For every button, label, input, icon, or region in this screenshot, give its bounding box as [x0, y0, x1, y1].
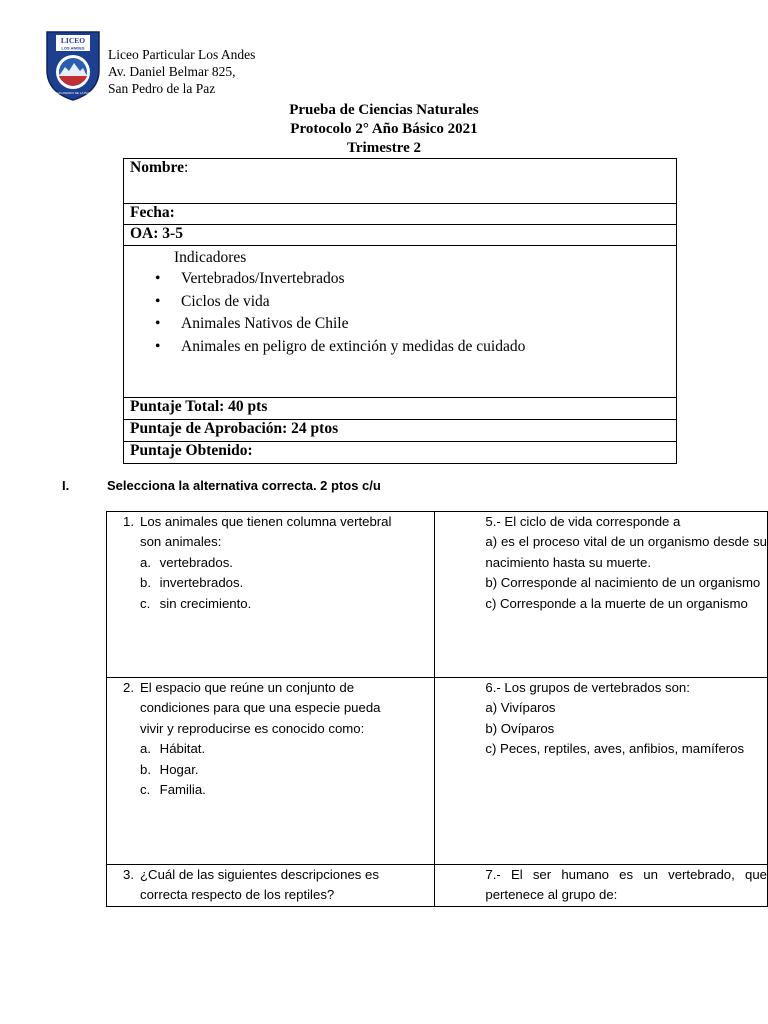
puntaje-total: Puntaje Total: 40 pts [124, 398, 677, 420]
student-info-table [123, 158, 677, 464]
svg-text:SAN PEDRO DE LA PAZ: SAN PEDRO DE LA PAZ [56, 91, 90, 95]
indicador-item: • Ciclos de vida [176, 291, 670, 314]
option-b: b) Corresponde al nacimiento de un organismo [485, 575, 761, 591]
option-a: a. Hábitat. [140, 741, 206, 757]
option-a: a) es el proceso vital de un organismo desde su nacimiento hasta su muerte. [485, 534, 767, 570]
option-b: b. invertebrados. [140, 575, 244, 591]
option-a: a. vertebrados. [140, 554, 233, 570]
option-c: c) Peces, reptiles, aves, anfibios, mamíferos [485, 741, 745, 757]
option-a: a) Vivíparos [485, 700, 556, 716]
question-number: 3. [123, 867, 134, 882]
question-7 [435, 865, 768, 907]
oa-cell: OA: 3-5 [124, 225, 677, 246]
school-city: San Pedro de la Paz [108, 81, 216, 96]
question-1: 1. Los animales que tienen columna vertebral son animales: a. vertebrados. b. invertebrados. c. sin crecimiento. [107, 512, 435, 678]
indicador-item: • Animales Nativos de Chile [176, 313, 670, 336]
indicador-item: • Vertebrados/Invertebrados [176, 268, 670, 291]
indicador-item: • Animales en peligro de extinción y medidas de cuidado [176, 336, 670, 359]
option-c: c) Corresponde a la muerte de un organismo [485, 595, 748, 611]
fecha-cell: Fecha: [124, 204, 677, 225]
test-title [0, 101, 768, 158]
indicadores-title: Indicadores [174, 249, 247, 266]
section-title: Selecciona la alternativa correcta. 2 ptos c/u [107, 478, 381, 493]
questions-table [106, 511, 768, 907]
option-b: b. Hogar. [140, 761, 199, 777]
svg-text:LICEO: LICEO [60, 36, 86, 45]
puntaje-obtenido: Puntaje Obtenido: [124, 442, 677, 464]
question-2: 2. El espacio que reúne un conjunto de condiciones para que una especie pueda vivir y reproducirse es conocido como: a. Hábitat. b. Hogar. c. Familia. [107, 678, 435, 865]
question-3: 3. ¿Cuál de las siguientes descripciones es correcta respecto de los reptiles? [107, 865, 435, 907]
option-b: b) Ovíparos [485, 720, 555, 736]
svg-text:LOS ANDES: LOS ANDES [61, 45, 85, 51]
nombre-cell: Nombre: [124, 159, 677, 204]
option-c: c. sin crecimiento. [140, 595, 252, 611]
question-6 [435, 678, 768, 865]
question-5 [435, 512, 768, 678]
title-line-3: Trimestre 2 [347, 140, 421, 156]
school-info [108, 46, 255, 97]
question-number: 2. [123, 680, 134, 695]
title-line-1: Prueba de Ciencias Naturales [289, 102, 479, 118]
title-line-2: Protocolo 2° Año Básico 2021 [290, 121, 478, 137]
indicadores-cell [124, 246, 677, 398]
question-7-stem: 7.- El ser humano es un vertebrado, que pertenece al grupo de: [485, 867, 767, 903]
section-number: I. [62, 478, 70, 493]
school-address: Av. Daniel Belmar 825, [108, 64, 236, 79]
nombre-label: Nombre [130, 159, 184, 176]
school-logo [45, 30, 101, 102]
puntaje-aprobacion: Puntaje de Aprobación: 24 ptos [124, 420, 677, 442]
question-5-stem: 5.- El ciclo de vida corresponde a [485, 514, 681, 529]
school-name: Liceo Particular Los Andes [108, 47, 256, 62]
indicadores-list [130, 268, 670, 358]
option-c: c. Familia. [140, 782, 206, 798]
question-6-stem: 6.- Los grupos de vertebrados son: [485, 680, 690, 695]
question-number: 1. [123, 514, 134, 529]
